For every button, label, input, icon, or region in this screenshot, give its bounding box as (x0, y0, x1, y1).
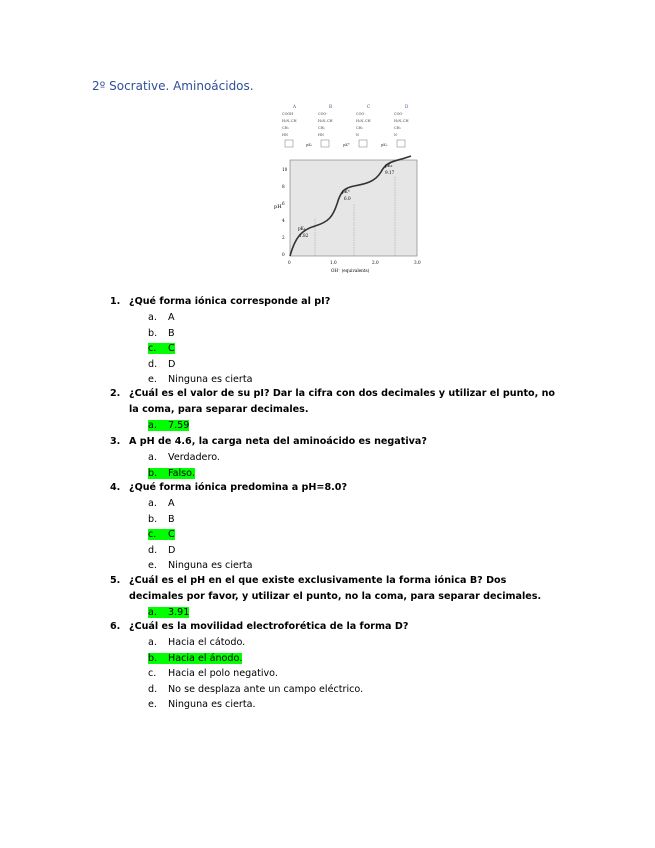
option-letter: d. (148, 683, 158, 695)
question-text: ¿Cuál es el pH en el que existe exclusivamente la forma iónica B? Dos decimales por favor, y utilizar el punto, no la coma, para separar decimales. (129, 575, 542, 602)
x-tick-label: 1.0 (330, 260, 337, 265)
pk1-value: 1.82 (299, 233, 309, 238)
option-text: B (168, 513, 175, 525)
option[interactable] (148, 636, 245, 650)
option-correct[interactable] (148, 528, 175, 542)
question-number: 1. (110, 296, 121, 307)
question-text: ¿Cuál es el valor de su pI? Dar la cifra con dos decimales y utilizar el punto, no la coma, para separar decimales. (129, 388, 556, 415)
x-tick-label: 2.0 (372, 260, 379, 265)
structure-text: N (394, 133, 397, 137)
question-number: 2. (110, 388, 121, 399)
question-text: ¿Qué forma iónica predomina a pH=8.0? (129, 482, 348, 493)
option-text: D (168, 358, 176, 370)
pk2-value: 9.17 (385, 170, 395, 175)
option-text: C (168, 529, 175, 541)
option-text: Hacia el polo negativo. (168, 668, 278, 680)
option-letter: b. (148, 513, 158, 525)
structure-text: COO⁻ (318, 112, 328, 116)
species-label: A (293, 104, 297, 109)
option-letter: e. (148, 699, 157, 711)
option-letter: a. (148, 420, 157, 431)
option-letter: a. (148, 498, 157, 509)
option-correct[interactable] (148, 419, 189, 433)
question-text: ¿Cuál es la movilidad electroforética de la forma D? (129, 621, 409, 632)
option-text: Falso. (168, 467, 195, 479)
x-axis-label: OH⁻ (equivalents) (331, 268, 370, 273)
option-correct[interactable] (148, 606, 189, 620)
option-letter: a. (148, 637, 157, 648)
option[interactable] (148, 559, 252, 573)
option-letter: c. (148, 343, 157, 355)
option[interactable] (148, 327, 175, 341)
structure-text: COO⁻ (394, 112, 404, 116)
question-text: A pH de 4.6, la carga neta del aminoácido es negativa? (129, 436, 427, 447)
option-letter: d. (148, 544, 158, 556)
question-number: 5. (110, 575, 121, 586)
structure-text: H₃N–CH (282, 119, 297, 123)
structure-text: H₃N–CH (356, 119, 371, 123)
imidazole-ring-icon (397, 140, 405, 147)
option-letter: a. (148, 452, 157, 463)
option-text: 3.91 (168, 607, 190, 618)
structure-text: CH₂ (356, 126, 363, 130)
structure-text: H₂N–CH (394, 119, 409, 123)
equilibrium-pk-label: pK₁ (306, 143, 313, 147)
equilibrium-pk-label: pKᴿ (343, 143, 350, 147)
structure-text: COO⁻ (356, 112, 366, 116)
option-letter: b. (148, 652, 158, 664)
y-tick-label: 0 (282, 252, 285, 257)
option-text: A (168, 312, 175, 323)
imidazole-ring-icon (285, 140, 293, 147)
question-number: 3. (110, 436, 121, 447)
option-text: Hacia el cátodo. (168, 637, 246, 648)
option-text: Verdadero. (168, 452, 220, 463)
structure-text: H₃N–CH (318, 119, 333, 123)
option-letter: b. (148, 467, 158, 479)
equilibrium-pk-label: pK₂ (381, 143, 388, 147)
x-tick-label: 3.0 (414, 260, 421, 265)
option-text: B (168, 327, 175, 339)
species-label: C (367, 104, 371, 109)
structure-text: CH₂ (394, 126, 401, 130)
option-letter: a. (148, 607, 157, 618)
pkr-label: pKᴿ (342, 189, 350, 194)
option-text: No se desplaza ante un campo eléctrico. (168, 683, 364, 695)
option-text: 7.59 (168, 420, 190, 431)
question-number: 6. (110, 621, 121, 632)
option-correct[interactable] (148, 467, 195, 481)
species-label: B (329, 104, 333, 109)
option-text: Hacia el ánodo. (168, 652, 243, 664)
structure-text: HN (282, 133, 288, 137)
y-axis-label: pH (274, 204, 282, 210)
option-letter: a. (148, 312, 157, 323)
y-tick-label: 2 (282, 235, 285, 240)
option-correct[interactable] (148, 652, 242, 666)
y-tick-label: 6 (282, 201, 285, 206)
titration-figure (271, 100, 431, 276)
option-text: A (168, 498, 175, 509)
option-correct[interactable] (148, 342, 175, 356)
option[interactable] (148, 667, 278, 681)
structure-text: CH₂ (282, 126, 289, 130)
x-tick-label: 0 (288, 260, 291, 265)
pk2-label: pK₂ (385, 163, 393, 168)
titration-svg (271, 100, 431, 276)
y-tick-label: 8 (282, 184, 285, 189)
structure-text: CH₂ (318, 126, 325, 130)
option-text: D (168, 544, 176, 556)
pkr-value: 6.0 (344, 196, 351, 201)
option[interactable] (148, 497, 175, 511)
option[interactable] (148, 513, 175, 527)
option[interactable] (148, 451, 220, 465)
option[interactable] (148, 358, 175, 372)
y-tick-label: 10 (282, 167, 288, 172)
pk1-label: pK₁ (298, 226, 306, 231)
question-text: ¿Qué forma iónica corresponde al pI? (129, 296, 331, 307)
option-letter: e. (148, 560, 157, 572)
option-letter: b. (148, 327, 158, 339)
option-letter: d. (148, 358, 158, 370)
page-title: 2º Socrative. Aminoácidos. (92, 79, 254, 93)
imidazole-ring-icon (321, 140, 329, 147)
y-tick-label: 4 (282, 218, 285, 223)
option-text: Ninguna es cierta (168, 560, 253, 572)
option-letter: e. (148, 374, 157, 386)
option-letter: c. (148, 668, 157, 680)
option[interactable] (148, 544, 175, 558)
question-number: 4. (110, 482, 121, 493)
imidazole-ring-icon (359, 140, 367, 147)
option-text: Ninguna es cierta. (168, 699, 256, 711)
plot-area (290, 160, 417, 256)
option[interactable] (148, 311, 175, 325)
option[interactable] (148, 683, 363, 697)
option-text: C (168, 343, 175, 355)
option[interactable] (148, 698, 256, 712)
structure-text: HN (318, 133, 324, 137)
structure-text: N (356, 133, 359, 137)
option-text: Ninguna es cierta (168, 374, 253, 386)
structure-text: COOH (282, 112, 294, 116)
species-label: D (405, 104, 409, 109)
option-letter: c. (148, 529, 157, 541)
